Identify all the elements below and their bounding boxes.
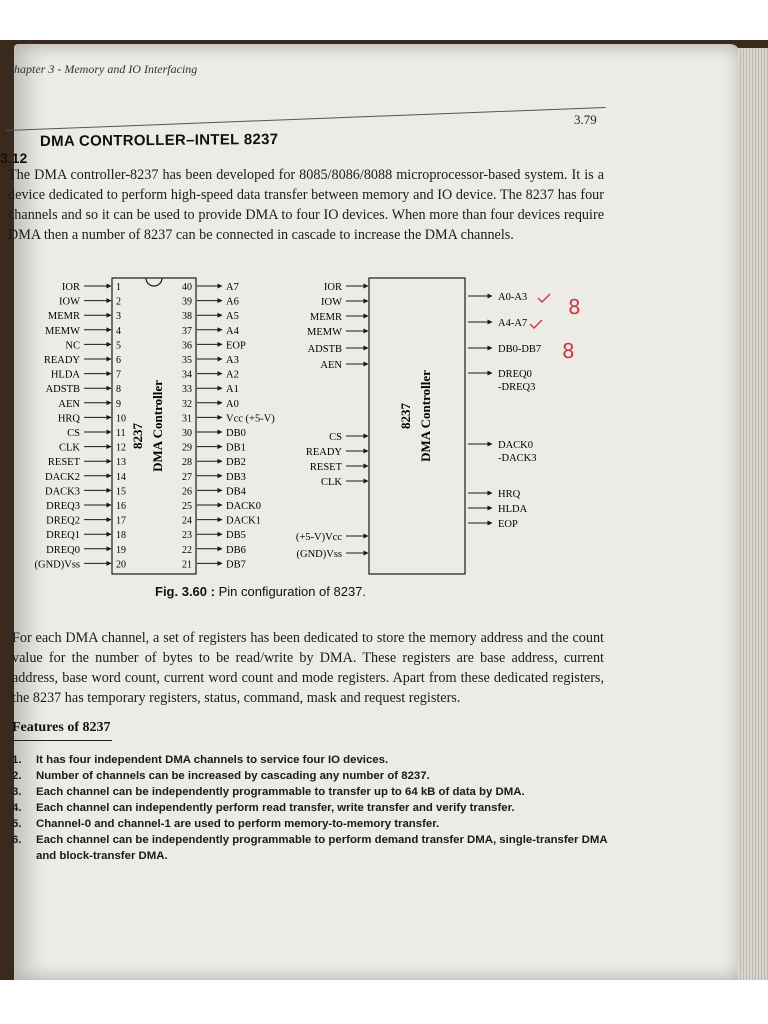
right-pin-label: A3 — [226, 355, 239, 366]
right-pin-number: 30 — [182, 428, 192, 439]
block-chip-number: 8237 — [398, 403, 413, 429]
left-pin-label: MEMR — [47, 311, 80, 323]
left-pin-number: 10 — [116, 413, 126, 425]
chip-number-label: 8237 — [130, 423, 145, 449]
right-pin-number: 31 — [182, 413, 192, 425]
left-pin-number: 9 — [116, 398, 121, 410]
left-pin-number: 13 — [116, 457, 126, 469]
right-pin-number: 39 — [182, 296, 192, 308]
left-pin-label: ADSTB — [45, 384, 80, 396]
left-pin-label: DACK2 — [44, 471, 80, 483]
block-left-label: CS — [329, 432, 342, 443]
left-pin-label: DREQ3 — [46, 501, 80, 512]
right-pin-number: 27 — [182, 471, 192, 483]
feature-item: 6. Each channel can be independently programmable to perform demand transfer DMA, single-transfer DMA and block-transfer DMA. — [12, 834, 608, 862]
right-pin-label: DB7 — [226, 559, 246, 571]
left-pin-number: 16 — [116, 501, 126, 512]
running-header: Chapter 3 - Memory and IO Interfacing — [6, 62, 198, 76]
left-pin-label: NC — [65, 340, 80, 352]
block-left-label: READY — [305, 447, 342, 458]
block-right-label: -DACK3 — [498, 453, 537, 464]
right-pin-number: 32 — [182, 398, 192, 410]
left-pin-number: 18 — [116, 530, 126, 542]
block-right-label: HLDA — [498, 504, 528, 515]
block-left-label: IOW — [321, 297, 342, 308]
left-pin-label: DREQ2 — [46, 515, 80, 527]
section-number: 3.12 — [0, 150, 28, 166]
right-pin-label: A2 — [226, 369, 239, 381]
block-left-signals — [296, 282, 368, 560]
left-pin-number: 11 — [116, 428, 126, 439]
left-pin-number: 19 — [116, 544, 126, 556]
left-pin-number: 20 — [116, 559, 126, 571]
left-pin-label: READY — [43, 355, 80, 366]
left-pin-number: 7 — [116, 369, 121, 381]
handwritten-tick — [538, 294, 550, 302]
features-heading-underline — [12, 740, 112, 741]
block-left-label: (+5-V)Vcc — [295, 532, 342, 543]
block-left-label: IOR — [323, 282, 342, 293]
block-left-label: MEMR — [309, 312, 342, 323]
pin-diagram — [32, 276, 612, 576]
left-pin-number: 2 — [116, 296, 121, 308]
right-pin-number: 28 — [182, 457, 192, 469]
features-heading: Features of 8237 — [12, 720, 111, 735]
feature-item: 2. Number of channels can be increased by cascading any number of 8237. — [12, 770, 430, 782]
left-pin-label: DREQ1 — [46, 530, 80, 542]
block-left-label: RESET — [309, 462, 342, 473]
page-number: 3.79 — [574, 112, 597, 127]
left-pin-label: DACK3 — [44, 486, 80, 498]
block-left-label: AEN — [320, 360, 342, 371]
right-pin-number: 21 — [182, 559, 192, 571]
left-pin-label: (GND)Vss — [34, 559, 80, 571]
left-pin-number: 17 — [116, 515, 126, 527]
left-pin-number: 6 — [116, 355, 121, 366]
right-pin-number: 36 — [182, 340, 192, 352]
right-pin-number: 34 — [182, 369, 192, 381]
left-pin-label: AEN — [58, 398, 80, 410]
figure-caption — [155, 584, 366, 599]
right-pin-number: 40 — [182, 282, 192, 293]
registers-paragraph: For each DMA channel, a set of registers has been dedicated to store the memory address and the count value for the number of bytes to be read/write by DMA. These registers are base address, current address, base word count, current word count and mode registers. Apart from these dedicated registers, the 8237 has temporary registers, status, command, mask and request registers. — [12, 630, 604, 706]
block-left-label: (GND)Vss — [296, 549, 342, 560]
block-right-label: -DREQ3 — [498, 382, 536, 393]
block-left-label: CLK — [321, 477, 342, 488]
block-diagram-body — [369, 278, 465, 574]
pin-diagram-figure — [32, 276, 612, 576]
block-chip-name: DMA Controller — [418, 370, 433, 462]
handwritten-eight: 8 — [562, 339, 575, 363]
left-pin-number: 4 — [116, 325, 121, 337]
right-pin-number: 35 — [182, 355, 192, 366]
right-pin-label: DB6 — [226, 544, 246, 556]
right-pin-number: 24 — [182, 515, 192, 527]
right-pin-label: DB0 — [226, 428, 246, 439]
right-pin-number: 38 — [182, 311, 192, 323]
block-right-label: EOP — [498, 519, 518, 530]
right-pin-label: DACK1 — [226, 515, 262, 527]
page-edges — [738, 48, 768, 980]
right-pin-label: DB2 — [226, 457, 246, 469]
right-pin-label: DB4 — [226, 486, 246, 498]
left-pin-label: IOW — [59, 296, 80, 308]
feature-item: 1. It has four independent DMA channels to service four IO devices. — [12, 754, 389, 766]
block-right-label: DACK0 — [498, 440, 534, 451]
block-right-label: DB0-DB7 — [498, 344, 542, 355]
right-pin-number: 23 — [182, 530, 192, 542]
block-right-signals — [468, 292, 541, 530]
block-right-label: A0-A3 — [498, 292, 528, 303]
left-pin-label: IOR — [61, 282, 80, 293]
left-pin-label: HLDA — [50, 369, 80, 381]
chip-name-label: DMA Controller — [150, 380, 165, 472]
features-list — [12, 752, 608, 864]
left-pin-number: 5 — [116, 340, 121, 352]
feature-item: 4. Each channel can independently perform read transfer, write transfer and verify transfer. — [12, 802, 515, 814]
block-right-label: A4-A7 — [498, 318, 528, 329]
left-pin-number: 14 — [116, 471, 126, 483]
left-pin-number: 8 — [116, 384, 121, 396]
handwritten-tick — [530, 320, 542, 328]
left-pin-label: RESET — [47, 457, 80, 469]
feature-item: 5. Channel-0 and channel-1 are used to perform memory-to-memory transfer. — [12, 818, 440, 830]
left-pin-label: CLK — [59, 442, 80, 454]
chip-notch — [146, 278, 162, 286]
right-pin-number: 33 — [182, 384, 192, 396]
block-left-label: ADSTB — [307, 344, 342, 355]
caption-label: Fig. 3.60 : — [155, 584, 215, 599]
right-pin-label: DB1 — [226, 442, 246, 454]
right-pin-number: 26 — [182, 486, 192, 498]
handwritten-eight: 8 — [568, 295, 581, 319]
right-pin-number: 29 — [182, 442, 192, 454]
block-right-label: HRQ — [498, 489, 521, 500]
right-pin-label: A0 — [226, 398, 239, 410]
right-pin-number: 22 — [182, 544, 192, 556]
right-pin-label: A5 — [226, 311, 239, 323]
right-pin-label: DB5 — [226, 530, 246, 542]
intro-paragraph: The DMA controller-8237 has been developed for 8085/8086/8088 microprocessor-based system. It is a device dedicated to perform high-speed data transfer between memory and IO device. The 8237 has four channels and so it can be used to provide DMA to four IO devices. When more than four devices require DMA then a number of 8237 can be connected in cascade to increase the DMA channels. — [8, 167, 604, 243]
caption-text: Pin configuration of 8237. — [214, 584, 367, 599]
left-pin-label: HRQ — [57, 413, 80, 425]
left-pin-number: 3 — [116, 311, 121, 323]
right-pin-label: DB3 — [226, 471, 246, 483]
right-pin-label: EOP — [226, 340, 246, 352]
block-left-label: MEMW — [307, 327, 342, 338]
right-pin-label: A1 — [226, 384, 239, 396]
left-pin-number: 1 — [116, 282, 121, 293]
block-right-label: DREQ0 — [498, 369, 532, 380]
feature-item: 3. Each channel can be independently programmable to transfer up to 64 kB of data by DMA. — [12, 786, 525, 798]
right-pin-label: Vcc (+5-V) — [226, 413, 275, 425]
right-pin-label: DACK0 — [226, 501, 262, 512]
left-pin-label: MEMW — [45, 325, 80, 337]
right-pin-number: 37 — [182, 325, 192, 337]
left-pin-label: CS — [67, 428, 80, 439]
left-pin-number: 15 — [116, 486, 126, 498]
right-pin-label: A7 — [226, 282, 239, 293]
right-pin-label: A6 — [226, 296, 239, 308]
left-pin-label: DREQ0 — [46, 544, 80, 556]
right-pin-number: 25 — [182, 501, 192, 512]
left-pin-number: 12 — [116, 442, 126, 454]
section-title: DMA CONTROLLER–INTEL 8237 — [39, 130, 279, 151]
right-pin-label: A4 — [226, 325, 239, 337]
